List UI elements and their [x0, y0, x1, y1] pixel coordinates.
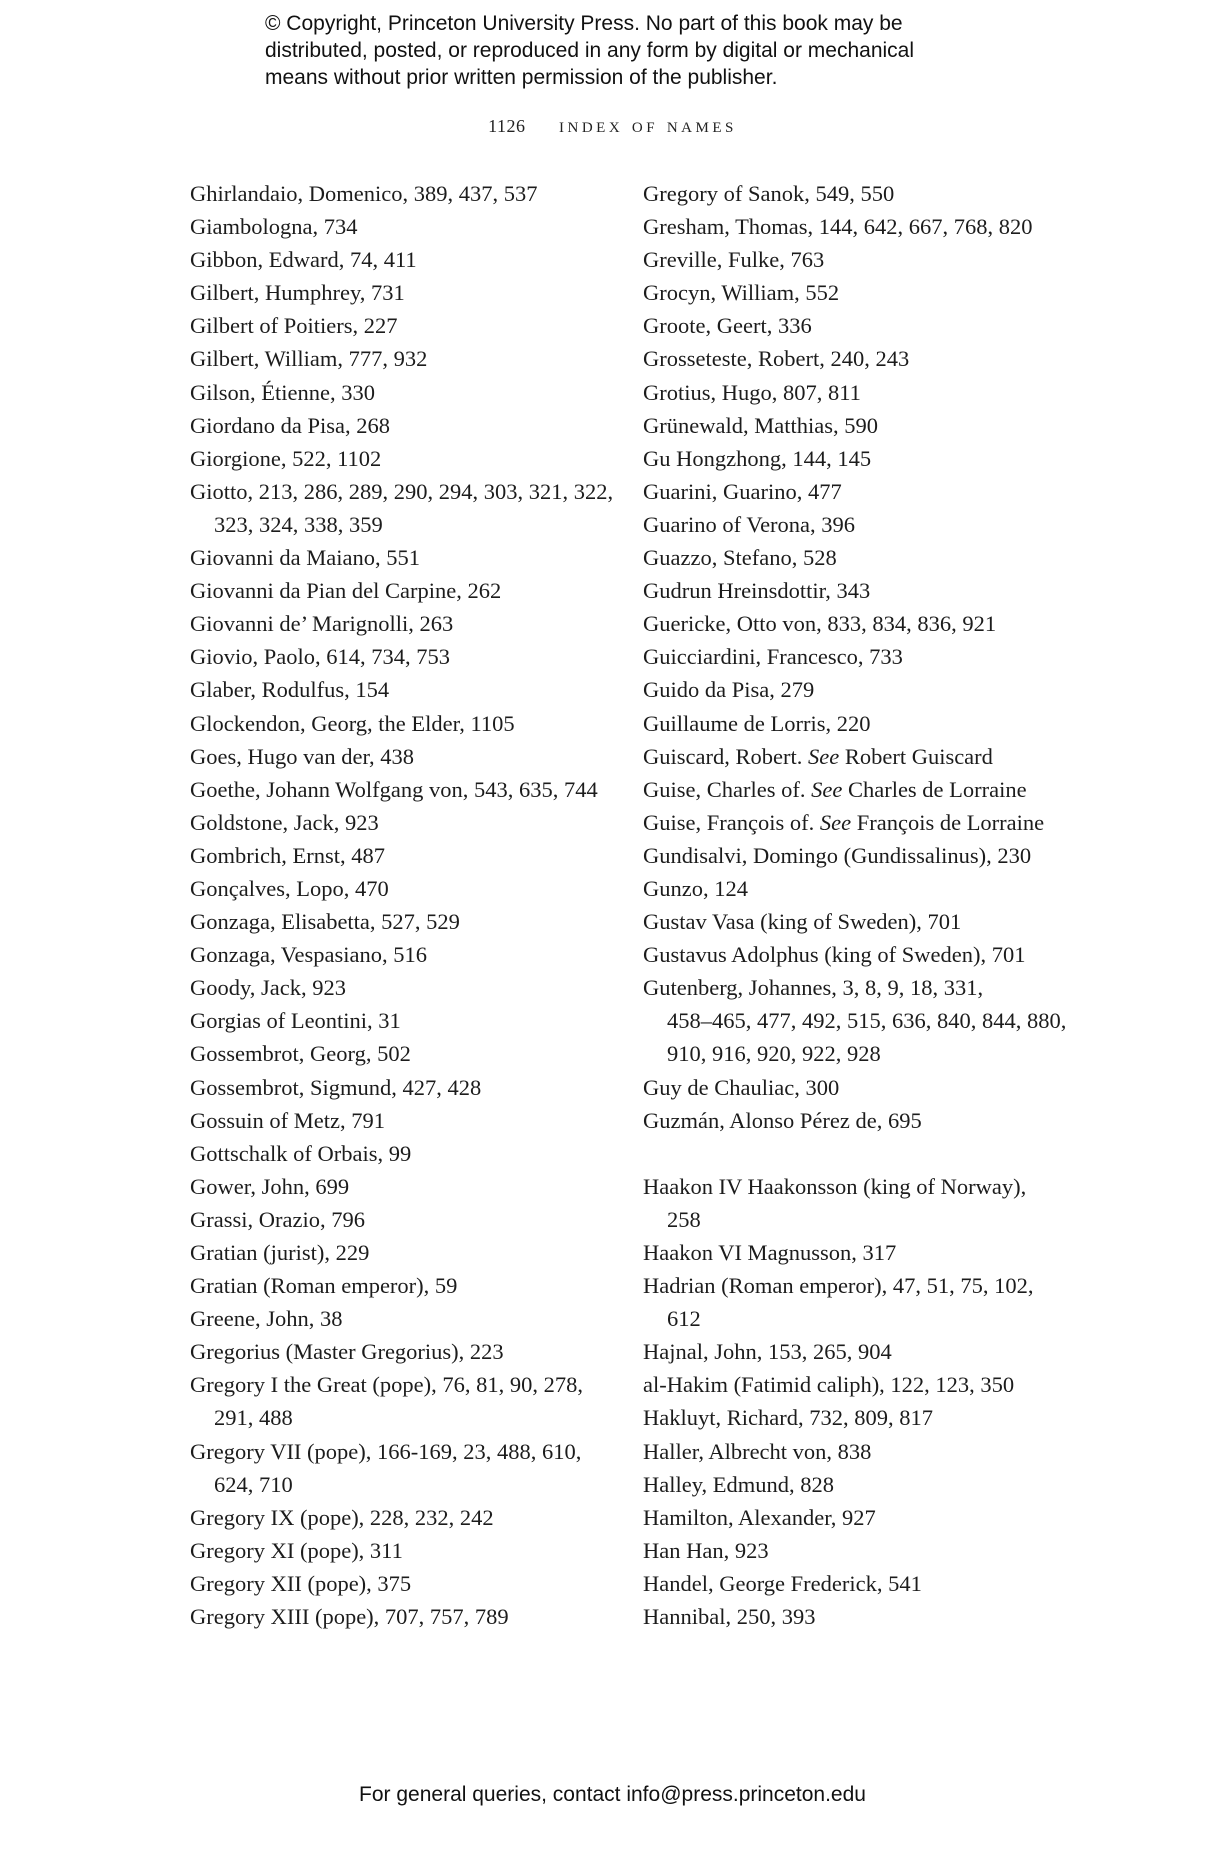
footer-contact: For general queries, contact info@press.princeton.edu	[359, 1783, 866, 1806]
index-entry	[190, 905, 650, 938]
index-entry	[643, 243, 1063, 276]
index-entry-text: Gibbon, Edward, 74, 411	[190, 247, 417, 273]
index-entry	[190, 210, 650, 243]
index-entry-text: Gottschalk of Orbais, 99	[190, 1140, 412, 1166]
index-entry	[190, 243, 650, 276]
index-entry-text: Gregorius (Master Gregorius), 223	[190, 1339, 504, 1365]
index-entry-text: Gilbert, William, 777, 932	[190, 346, 428, 372]
index-entry	[643, 1600, 1063, 1633]
index-entry-text: al-Hakim (Fatimid caliph), 122, 123, 350	[643, 1372, 1015, 1398]
index-entry	[190, 342, 650, 375]
index-entry-text: Guazzo, Stefano, 528	[643, 545, 837, 571]
index-entry	[643, 607, 1063, 640]
index-entry	[643, 971, 1067, 1070]
index-entry-text: Gregory XIII (pope), 707, 757, 789	[190, 1604, 509, 1630]
index-entry	[190, 442, 650, 475]
index-entry	[190, 1071, 650, 1104]
index-entry	[190, 1435, 650, 1501]
index-entry	[643, 773, 1063, 806]
index-entry	[643, 839, 1063, 872]
index-entry	[643, 1170, 1063, 1236]
see-reference-label: See	[819, 809, 852, 835]
index-entry	[643, 905, 1063, 938]
copyright-line-2: distributed, posted, or reproduced in any form by digital or mechanical	[265, 39, 915, 62]
index-entry	[190, 1600, 650, 1633]
index-entry-text: Gombrich, Ernst, 487	[190, 842, 385, 868]
index-entry-text: Gunzo, 124	[643, 875, 748, 901]
index-entry	[643, 740, 1063, 773]
index-entry-text: Gower, John, 699	[190, 1173, 350, 1199]
index-entry-text: Guy de Chauliac, 300	[643, 1074, 840, 1100]
copyright-line-3: means without prior written permission of the publisher.	[265, 66, 778, 89]
index-entry-text: Gregory XI (pope), 311	[190, 1537, 403, 1563]
see-reference-label: See	[807, 743, 840, 769]
index-entry-text: Halley, Edmund, 828	[643, 1471, 835, 1497]
index-entry-text: Guillaume de Lorris, 220	[643, 710, 871, 736]
see-reference-target: Charles de Lorraine	[847, 776, 1027, 802]
index-entry	[643, 276, 1063, 309]
index-entry-text: Goethe, Johann Wolfgang von, 543, 635, 744	[190, 776, 598, 802]
index-entry	[190, 839, 650, 872]
index-entry	[190, 1368, 650, 1434]
index-entry	[643, 806, 1063, 839]
index-entry	[190, 806, 650, 839]
index-entry-text: Hakluyt, Richard, 732, 809, 817	[643, 1405, 933, 1431]
index-entry-text: Goes, Hugo van der, 438	[190, 743, 415, 769]
index-entry-text: Gossembrot, Georg, 502	[190, 1041, 411, 1067]
index-entry-continuation: 910, 916, 920, 922, 928	[667, 1041, 881, 1067]
index-entry-text: Gratian (jurist), 229	[190, 1240, 370, 1265]
index-entry	[643, 508, 1063, 541]
index-entry	[190, 276, 650, 309]
index-entry-text: Hajnal, John, 153, 265, 904	[643, 1339, 892, 1365]
index-entry-text: Gilbert, Humphrey, 731	[190, 280, 405, 306]
index-entry	[643, 640, 1063, 673]
index-entry	[643, 1468, 1063, 1501]
index-entry	[190, 1170, 650, 1203]
page-title: index of names	[559, 113, 737, 137]
index-entry-text: Giorgione, 522, 1102	[190, 445, 382, 471]
index-entry	[643, 1368, 1063, 1401]
index-entry-text: Gonzaga, Elisabetta, 527, 529	[190, 909, 460, 935]
index-entry-continuation: 291, 488	[214, 1405, 293, 1431]
index-entry-text: Gossembrot, Sigmund, 427, 428	[190, 1074, 482, 1100]
index-entry	[643, 342, 1063, 375]
index-entry-text: Guise, François of.	[643, 809, 815, 835]
index-entry-text: Han Han, 923	[643, 1537, 769, 1563]
index-entry-text: Gregory of Sanok, 549, 550	[643, 181, 895, 206]
index-entry-text: Giovio, Paolo, 614, 734, 753	[190, 644, 451, 670]
index-entry-text: Guarini, Guarino, 477	[643, 478, 842, 504]
index-entry-text: Gonzaga, Vespasiano, 516	[190, 942, 428, 968]
index-entry-text: Ghirlandaio, Domenico, 389, 437, 537	[190, 181, 538, 206]
copyright-line-1: © Copyright, Princeton University Press. No part of this book may be	[265, 12, 903, 35]
index-entry	[643, 210, 1063, 243]
index-entry	[643, 872, 1063, 905]
index-entry-text: Gutenberg, Johannes, 3, 8, 9, 18, 331,	[643, 975, 984, 1001]
running-head	[0, 113, 1225, 138]
index-entry	[190, 872, 650, 905]
index-entry-text: Gundisalvi, Domingo (Gundissalinus), 230	[643, 842, 1032, 868]
index-entry-text: Guise, Charles of.	[643, 776, 806, 802]
index-entry	[190, 574, 650, 607]
index-entry	[643, 376, 1063, 409]
index-entry-text: Gratian (Roman emperor), 59	[190, 1273, 458, 1299]
index-entry	[190, 1137, 650, 1170]
index-entry	[190, 1236, 650, 1269]
index-entry-text: Gilson, Étienne, 330	[190, 379, 375, 405]
index-entry	[190, 1567, 650, 1600]
index-entry-text: Hannibal, 250, 393	[643, 1604, 816, 1630]
index-entry-text: Hamilton, Alexander, 927	[643, 1504, 876, 1530]
index-entry-text: Gregory IX (pope), 228, 232, 242	[190, 1504, 494, 1530]
letter-section-gap	[643, 1137, 1063, 1170]
index-entry	[643, 1567, 1063, 1600]
index-entry-text: Giovanni da Maiano, 551	[190, 545, 420, 571]
index-entry	[190, 1104, 650, 1137]
index-entry-continuation: 323, 324, 338, 359	[214, 511, 383, 537]
index-entry	[643, 475, 1063, 508]
index-entry-text: Gresham, Thomas, 144, 642, 667, 768, 820	[643, 214, 1033, 240]
index-entry-text: Guido da Pisa, 279	[643, 677, 815, 703]
index-entry	[190, 1335, 650, 1368]
index-entry-text: Gu Hongzhong, 144, 145	[643, 445, 872, 471]
index-entry	[643, 1534, 1063, 1567]
index-entry	[190, 971, 650, 1004]
index-entry-continuation: 258	[667, 1206, 701, 1232]
index-entry-text: Gustav Vasa (king of Sweden), 701	[643, 909, 962, 935]
index-entry-text: Greville, Fulke, 763	[643, 247, 825, 273]
index-entry-continuation: 612	[667, 1306, 701, 1332]
index-entry-text: Giovanni da Pian del Carpine, 262	[190, 578, 502, 604]
index-entry-text: Hadrian (Roman emperor), 47, 51, 75, 102,	[643, 1273, 1034, 1299]
index-entry-text: Giordano da Pisa, 268	[190, 412, 390, 438]
index-entry	[643, 1435, 1063, 1468]
index-entry-text: Grünewald, Matthias, 590	[643, 412, 878, 438]
index-entry	[643, 1071, 1063, 1104]
index-entry-text: Haller, Albrecht von, 838	[643, 1438, 872, 1464]
index-entry	[190, 938, 650, 971]
index-entry-text: Gorgias of Leontini, 31	[190, 1008, 401, 1034]
index-entry	[643, 409, 1063, 442]
index-entry	[190, 707, 650, 740]
index-entry	[190, 1534, 650, 1567]
index-entry-text: Haakon IV Haakonsson (king of Norway),	[643, 1173, 1027, 1199]
index-entry-text: Gudrun Hreinsdottir, 343	[643, 578, 871, 604]
index-entry	[190, 475, 650, 541]
index-entry-text: Gregory VII (pope), 166-169, 23, 488, 610,	[190, 1438, 582, 1464]
index-entry	[643, 1335, 1063, 1368]
index-entry	[643, 309, 1063, 342]
index-entry	[190, 673, 650, 706]
index-entry	[643, 541, 1063, 574]
index-entry	[643, 1501, 1063, 1534]
index-entry	[190, 1302, 650, 1335]
index-entry	[643, 1401, 1063, 1434]
index-entry	[643, 1104, 1063, 1137]
index-entry	[643, 1236, 1063, 1269]
index-entry-text: Gossuin of Metz, 791	[190, 1107, 385, 1133]
index-entry-text: Guiscard, Robert.	[643, 743, 803, 769]
index-entry	[190, 740, 650, 773]
index-entry-text: Goldstone, Jack, 923	[190, 809, 379, 835]
index-entry-text: Glockendon, Georg, the Elder, 1105	[190, 710, 515, 736]
index-entry	[643, 938, 1063, 971]
index-entry	[643, 442, 1063, 475]
index-entry-text: Groote, Geert, 336	[643, 313, 812, 339]
index-entry	[643, 673, 1063, 706]
index-entry-text: Gregory I the Great (pope), 76, 81, 90, 278,	[190, 1372, 584, 1398]
index-entry-text: Grocyn, William, 552	[643, 280, 840, 306]
copyright-notice	[265, 10, 1025, 91]
index-entry-text: Giotto, 213, 286, 289, 290, 294, 303, 321, 322,	[190, 478, 614, 504]
index-entry-text: Guicciardini, Francesco, 733	[643, 644, 903, 670]
index-entry-text: Gustavus Adolphus (king of Sweden), 701	[643, 942, 1026, 968]
index-entry-text: Greene, John, 38	[190, 1306, 343, 1332]
index-entry	[190, 541, 650, 574]
index-entry	[190, 309, 650, 342]
index-entry-text: Grassi, Orazio, 796	[190, 1206, 365, 1232]
index-entry	[643, 574, 1063, 607]
index-entry-text: Gonçalves, Lopo, 470	[190, 875, 389, 901]
index-entry-text: Glaber, Rodulfus, 154	[190, 677, 390, 703]
index-entry-text: Giovanni de’ Marignolli, 263	[190, 611, 454, 637]
index-entry	[643, 177, 1063, 210]
index-entry-text: Guarino of Verona, 396	[643, 511, 856, 537]
index-entry	[190, 409, 650, 442]
index-entry-continuation: 624, 710	[214, 1471, 293, 1497]
index-entry	[190, 1004, 650, 1037]
index-entry	[190, 1037, 650, 1070]
index-entry-continuation: 458–465, 477, 492, 515, 636, 840, 844, 880,	[667, 1008, 1067, 1034]
see-reference-label: See	[811, 776, 843, 802]
index-entry	[190, 607, 650, 640]
index-entry	[190, 376, 650, 409]
index-entry-text: Gregory XII (pope), 375	[190, 1570, 412, 1596]
index-entry-text: Grosseteste, Robert, 240, 243	[643, 346, 910, 372]
see-reference-target: François de Lorraine	[856, 809, 1045, 835]
index-entry-text: Grotius, Hugo, 807, 811	[643, 379, 861, 405]
index-entry-text: Guericke, Otto von, 833, 834, 836, 921	[643, 611, 997, 637]
index-entry-text: Gilbert of Poitiers, 227	[190, 313, 398, 339]
index-entry-text: Guzmán, Alonso Pérez de, 695	[643, 1107, 922, 1133]
index-column-right	[643, 177, 1067, 1633]
see-reference-target: Robert Guiscard	[844, 743, 993, 769]
index-entry	[190, 1269, 650, 1302]
index-entry	[643, 1269, 1063, 1335]
page-number: 1126	[488, 116, 526, 136]
index-entry-text: Handel, George Frederick, 541	[643, 1570, 922, 1596]
index-entry	[190, 640, 650, 673]
index-column-left	[190, 177, 650, 1633]
index-entry	[190, 773, 650, 806]
index-entry	[190, 177, 650, 210]
index-entry-text: Giambologna, 734	[190, 214, 358, 240]
index-entry	[190, 1203, 650, 1236]
index-entry	[190, 1501, 650, 1534]
index-entry	[643, 707, 1063, 740]
index-entry-text: Haakon VI Magnusson, 317	[643, 1240, 897, 1265]
index-entry-text: Goody, Jack, 923	[190, 975, 347, 1001]
